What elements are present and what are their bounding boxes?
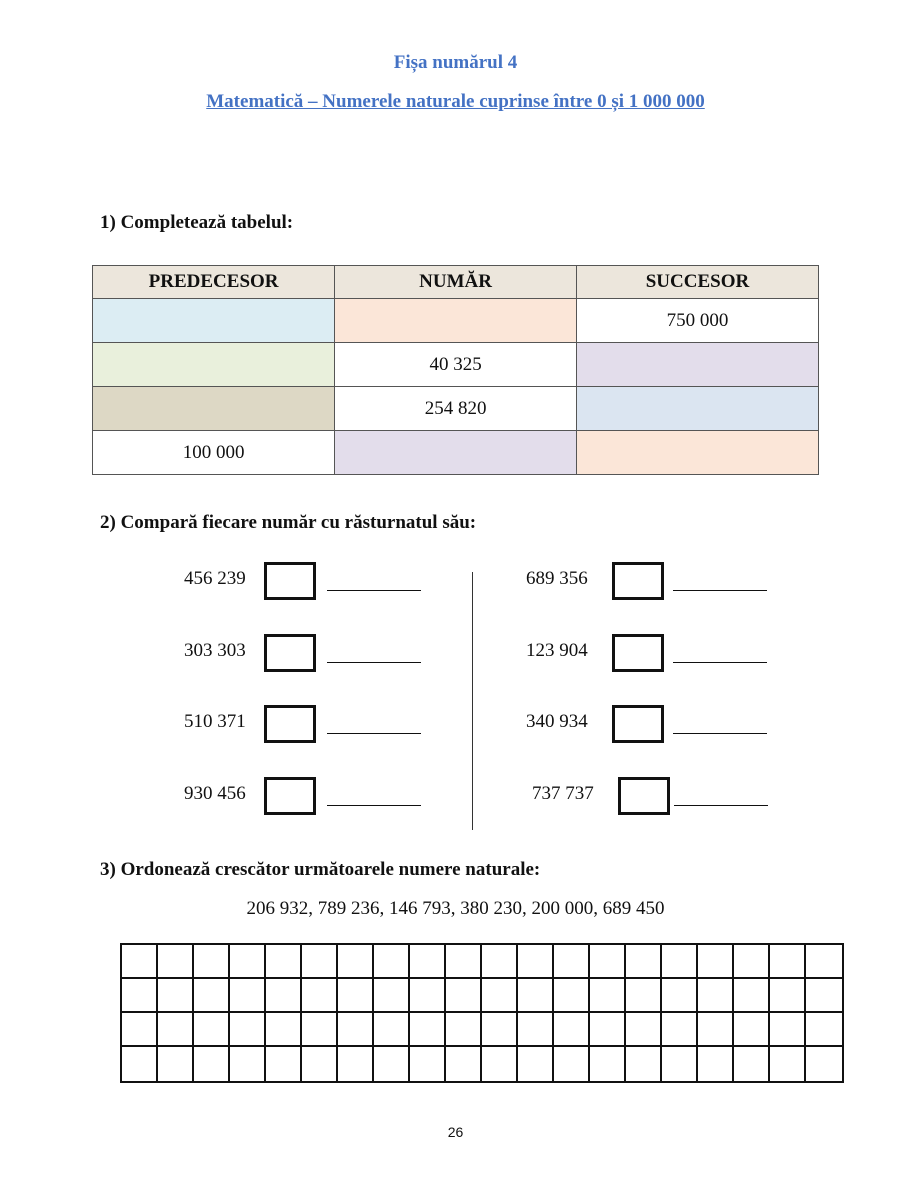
grid-cell[interactable] <box>626 979 662 1013</box>
exercise-1-heading: 1) Completează tabelul: <box>100 212 294 233</box>
column-header-predecessor: PREDECESOR <box>93 266 335 299</box>
cell-successor[interactable] <box>576 343 818 387</box>
grid-cell[interactable] <box>626 1047 662 1081</box>
grid-cell[interactable] <box>626 945 662 979</box>
grid-cell[interactable] <box>446 1047 482 1081</box>
grid-cell[interactable] <box>302 1047 338 1081</box>
grid-cell[interactable] <box>446 945 482 979</box>
grid-cell[interactable] <box>410 945 446 979</box>
grid-cell[interactable] <box>374 1013 410 1047</box>
grid-cell[interactable] <box>482 1047 518 1081</box>
grid-cell[interactable] <box>374 979 410 1013</box>
grid-cell[interactable] <box>662 1013 698 1047</box>
grid-cell[interactable] <box>662 945 698 979</box>
column-divider <box>472 572 473 830</box>
grid-cell[interactable] <box>194 1013 230 1047</box>
grid-cell[interactable] <box>734 1047 770 1081</box>
reversed-number-blank[interactable] <box>673 662 767 663</box>
grid-cell[interactable] <box>158 945 194 979</box>
grid-cell[interactable] <box>770 1047 806 1081</box>
comparison-sign-box[interactable] <box>264 777 316 815</box>
comparison-number: 737 737 <box>532 783 594 804</box>
grid-cell[interactable] <box>662 1047 698 1081</box>
grid-cell[interactable] <box>158 979 194 1013</box>
grid-cell[interactable] <box>194 979 230 1013</box>
comparison-sign-box[interactable] <box>612 562 664 600</box>
reversed-number-blank[interactable] <box>674 805 768 806</box>
grid-cell[interactable] <box>698 1013 734 1047</box>
grid-cell[interactable] <box>230 979 266 1013</box>
grid-cell[interactable] <box>302 1013 338 1047</box>
grid-cell[interactable] <box>302 945 338 979</box>
cell-predecessor[interactable] <box>93 343 335 387</box>
grid-cell[interactable] <box>734 1013 770 1047</box>
grid-cell[interactable] <box>770 979 806 1013</box>
grid-cell[interactable] <box>122 1047 158 1081</box>
reversed-number-blank[interactable] <box>327 662 421 663</box>
grid-cell[interactable] <box>158 1013 194 1047</box>
worksheet-subtitle: Matematică – Numerele naturale cuprinse între 0 și 1 000 000 <box>206 91 705 112</box>
cell-number[interactable] <box>335 299 577 343</box>
grid-cell[interactable] <box>698 1047 734 1081</box>
answer-grid[interactable] <box>120 943 844 1083</box>
grid-cell[interactable] <box>806 945 842 979</box>
grid-cell[interactable] <box>266 979 302 1013</box>
grid-cell[interactable] <box>122 979 158 1013</box>
comparison-number: 303 303 <box>184 640 246 661</box>
grid-cell[interactable] <box>302 979 338 1013</box>
grid-cell[interactable] <box>554 1047 590 1081</box>
grid-cell[interactable] <box>698 979 734 1013</box>
grid-cell[interactable] <box>518 979 554 1013</box>
grid-cell[interactable] <box>122 1013 158 1047</box>
grid-cell[interactable] <box>734 945 770 979</box>
grid-cell[interactable] <box>590 945 626 979</box>
sheet-title: Fișa numărul 4 <box>393 52 518 73</box>
grid-cell[interactable] <box>446 979 482 1013</box>
cell-successor[interactable] <box>576 387 818 431</box>
reversed-number-blank[interactable] <box>327 590 421 591</box>
grid-cell[interactable] <box>122 945 158 979</box>
grid-cell[interactable] <box>734 979 770 1013</box>
grid-cell[interactable] <box>806 1013 842 1047</box>
grid-cell[interactable] <box>482 979 518 1013</box>
comparison-sign-box[interactable] <box>612 634 664 672</box>
cell-number: 40 325 <box>335 343 577 387</box>
grid-cell[interactable] <box>230 1047 266 1081</box>
grid-cell[interactable] <box>518 945 554 979</box>
page-number: 26 <box>447 1124 464 1140</box>
cell-successor[interactable] <box>576 431 818 475</box>
grid-cell[interactable] <box>518 1013 554 1047</box>
grid-cell[interactable] <box>554 1013 590 1047</box>
grid-cell[interactable] <box>446 1013 482 1047</box>
grid-cell[interactable] <box>518 1047 554 1081</box>
grid-cell[interactable] <box>698 945 734 979</box>
grid-cell[interactable] <box>770 1013 806 1047</box>
comparison-sign-box[interactable] <box>618 777 670 815</box>
comparison-sign-box[interactable] <box>264 705 316 743</box>
comparison-number: 510 371 <box>184 711 246 732</box>
grid-cell[interactable] <box>374 1047 410 1081</box>
comparison-number: 123 904 <box>526 640 588 661</box>
comparison-number: 689 356 <box>526 568 588 589</box>
grid-cell[interactable] <box>230 1013 266 1047</box>
grid-cell[interactable] <box>806 979 842 1013</box>
grid-cell[interactable] <box>590 1013 626 1047</box>
comparison-number: 456 239 <box>184 568 246 589</box>
grid-cell[interactable] <box>482 945 518 979</box>
grid-cell[interactable] <box>338 945 374 979</box>
cell-predecessor: 100 000 <box>93 431 335 475</box>
reversed-number-blank[interactable] <box>327 733 421 734</box>
reversed-number-blank[interactable] <box>327 805 421 806</box>
grid-cell[interactable] <box>410 1047 446 1081</box>
predecessor-successor-table <box>92 265 819 475</box>
table-header-row <box>93 266 819 299</box>
grid-cell[interactable] <box>194 945 230 979</box>
grid-cell[interactable] <box>338 1013 374 1047</box>
grid-cell[interactable] <box>626 1013 662 1047</box>
exercise-2-heading: 2) Compară fiecare număr cu răsturnatul său: <box>100 512 477 533</box>
grid-cell[interactable] <box>374 945 410 979</box>
table-row <box>93 431 819 475</box>
grid-cell[interactable] <box>194 1047 230 1081</box>
comparison-sign-box[interactable] <box>612 705 664 743</box>
grid-cell[interactable] <box>770 945 806 979</box>
grid-cell[interactable] <box>482 1013 518 1047</box>
exercise-3-heading: 3) Ordonează crescător următoarele numere naturale: <box>100 859 541 880</box>
grid-cell[interactable] <box>338 979 374 1013</box>
comparison-number: 930 456 <box>184 783 246 804</box>
column-header-successor: SUCCESOR <box>576 266 818 299</box>
grid-cell[interactable] <box>158 1047 194 1081</box>
grid-cell[interactable] <box>230 945 266 979</box>
cell-predecessor[interactable] <box>93 387 335 431</box>
table-row <box>93 343 819 387</box>
cell-number: 254 820 <box>335 387 577 431</box>
cell-successor: 750 000 <box>576 299 818 343</box>
column-header-number: NUMĂR <box>335 266 577 299</box>
comparison-sign-box[interactable] <box>264 562 316 600</box>
grid-cell[interactable] <box>338 1047 374 1081</box>
reversed-number-blank[interactable] <box>673 733 767 734</box>
cell-predecessor[interactable] <box>93 299 335 343</box>
cell-number[interactable] <box>335 431 577 475</box>
reversed-number-blank[interactable] <box>673 590 767 591</box>
table-row <box>93 387 819 431</box>
grid-cell[interactable] <box>662 979 698 1013</box>
grid-cell[interactable] <box>554 979 590 1013</box>
table-row <box>93 299 819 343</box>
grid-cell[interactable] <box>590 1047 626 1081</box>
grid-cell[interactable] <box>806 1047 842 1081</box>
grid-cell[interactable] <box>554 945 590 979</box>
grid-cell[interactable] <box>266 1047 302 1081</box>
grid-cell[interactable] <box>410 979 446 1013</box>
numbers-to-order: 206 932, 789 236, 146 793, 380 230, 200 000, 689 450 <box>246 898 665 919</box>
grid-cell[interactable] <box>410 1013 446 1047</box>
grid-cell[interactable] <box>266 1013 302 1047</box>
comparison-number: 340 934 <box>526 711 588 732</box>
comparison-sign-box[interactable] <box>264 634 316 672</box>
grid-cell[interactable] <box>590 979 626 1013</box>
grid-cell[interactable] <box>266 945 302 979</box>
